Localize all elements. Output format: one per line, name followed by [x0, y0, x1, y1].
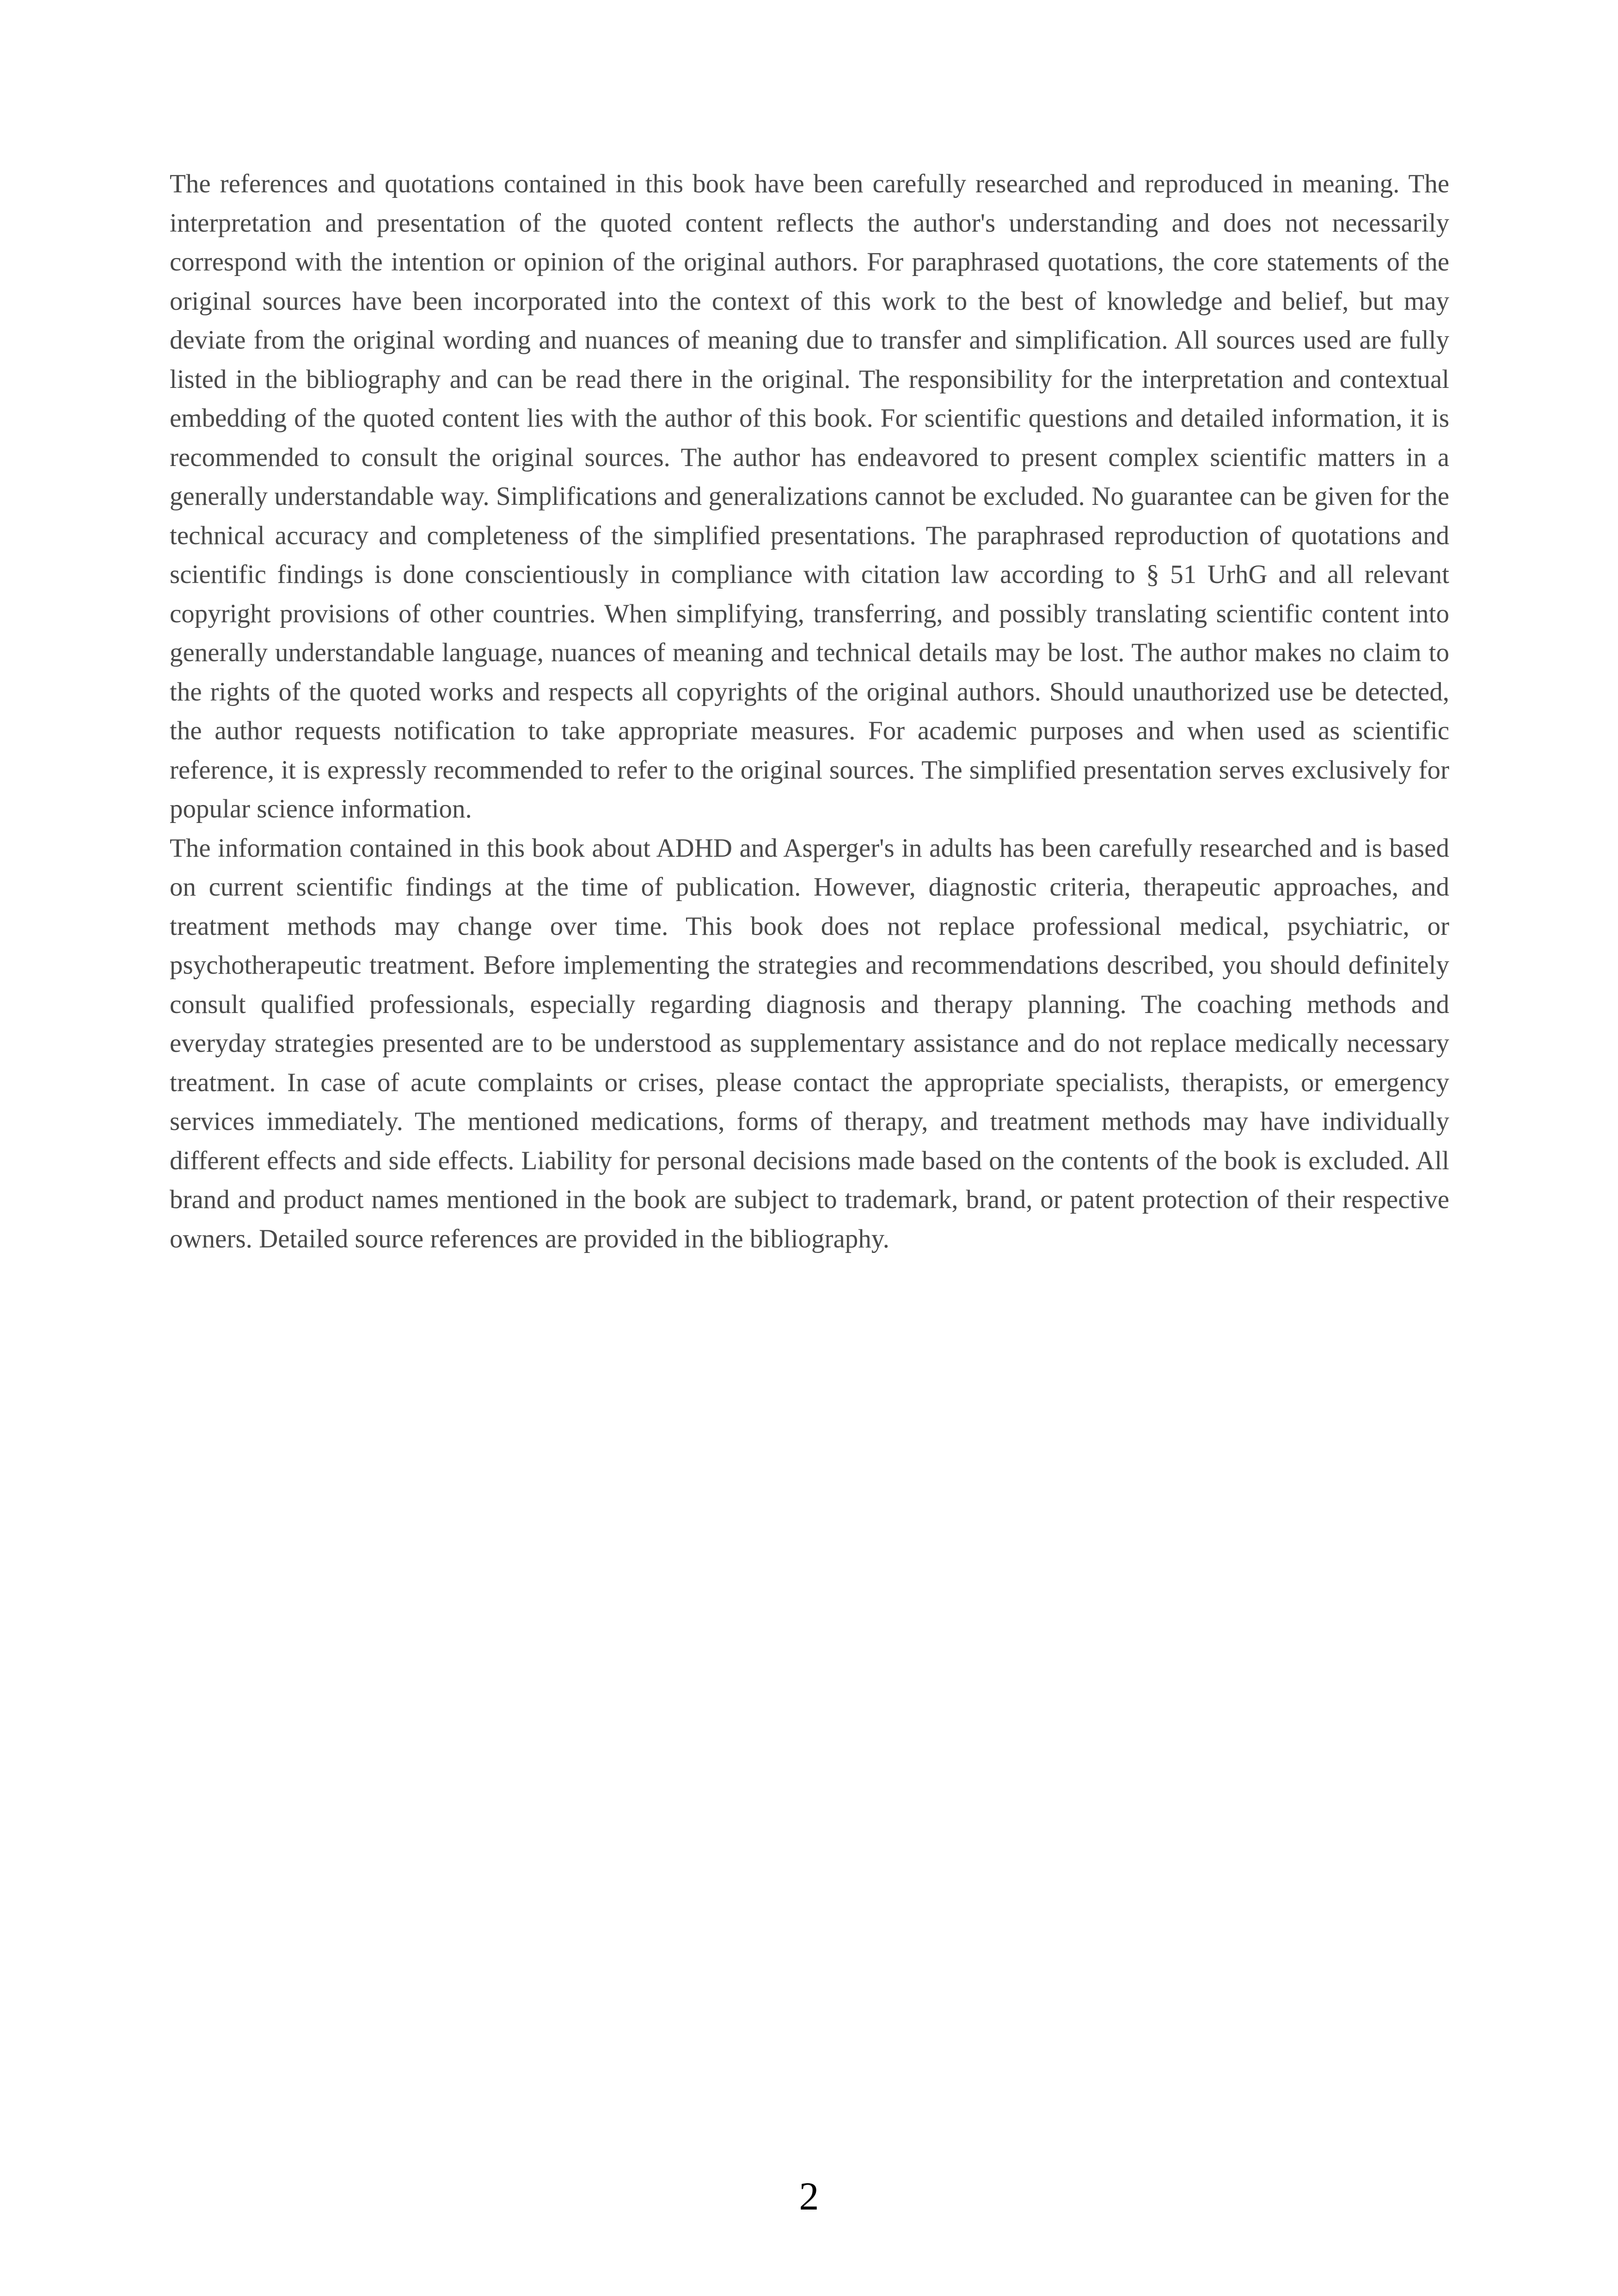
- disclaimer-paragraph-medical: The information contained in this book about ADHD and Asperger's in adults has been carefully researched and is based on current scientific findings at the time of publication. However, diagnostic criteria, therapeutic approaches, and treatment methods may change over time. This book does not replace professional medical, psychiatric, or psychotherapeutic treatment. Before implementing the strategies and recommendations described, you should definitely consult qualified professionals, especially regarding diagnosis and therapy planning. The coaching methods and everyday strategies presented are to be understood as supplementary assistance and do not replace medically necessary treatment. In case of acute complaints or crises, please contact the appropriate specialists, therapists, or emergency services immediately. The mentioned medications, forms of therapy, and treatment methods may have individually different effects and side effects. Liability for personal decisions made based on the contents of the book is excluded. All brand and product names mentioned in the book are subject to trademark, brand, or patent protection of their respective owners. Detailed source references are provided in the bibliography.: [170, 833, 1449, 1253]
- disclaimer-paragraph-citations: The references and quotations contained in this book have been carefully researched and reproduced in meaning. The interpretation and presentation of the quoted content reflects the author's understanding and does not necessarily correspond with the intention or opinion of the original authors. For paraphrased quotations, the core statements of the original sources have been incorporated into the context of this work to the best of knowledge and belief, but may deviate from the original wording and nuances of meaning due to transfer and simplification. All sources used are fully listed in the bibliography and can be read there in the original. The responsibility for the interpretation and contextual embedding of the quoted content lies with the author of this book. For scientific questions and detailed information, it is recommended to consult the original sources. The author has endeavored to present complex scientific matters in a generally understandable way. Simplifications and generalizations cannot be excluded. No guarantee can be given for the technical accuracy and completeness of the simplified presentations. The paraphrased reproduction of quotations and scientific findings is done conscientiously in compliance with citation law according to § 51 UrhG and all relevant copyright provisions of other countries. When simplifying, transferring, and possibly translating scientific content into generally understandable language, nuances of meaning and technical details may be lost. The author makes no claim to the rights of the quoted works and respects all copyrights of the original authors. Should unauthorized use be detected, the author requests notification to take appropriate measures. For academic purposes and when used as scientific reference, it is expressly recommended to refer to the original sources. The simplified presentation serves exclusively for popular science information.: [170, 169, 1449, 823]
- page-number: 2: [799, 2174, 819, 2218]
- body-text: [170, 165, 1449, 1259]
